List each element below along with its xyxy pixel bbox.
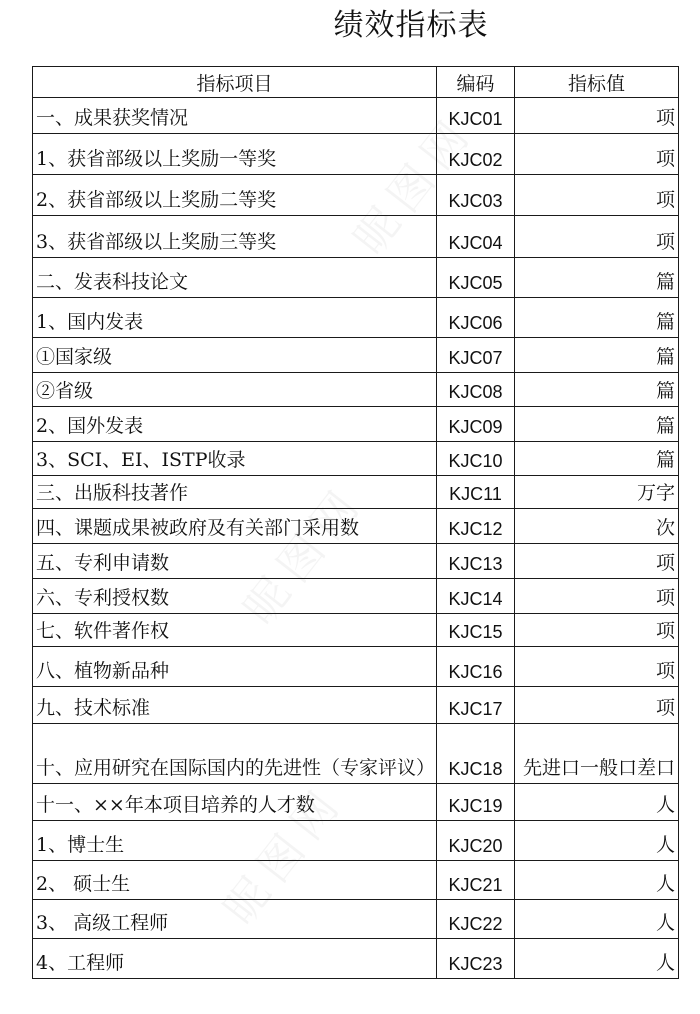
indicator-code-cell: KJC13 (437, 544, 515, 579)
indicator-code-cell: KJC19 (437, 784, 515, 821)
indicator-name-cell: 4、工程师 (33, 939, 437, 979)
indicator-value-cell: 人 (515, 784, 679, 821)
indicator-value-cell: 项 (515, 98, 679, 134)
indicator-value-cell: 项 (515, 134, 679, 175)
table-row (33, 134, 679, 175)
indicator-name-cell: 3、 高级工程师 (33, 900, 437, 939)
table-row (33, 442, 679, 476)
table-row (33, 784, 679, 821)
indicator-code-cell: KJC12 (437, 509, 515, 544)
indicator-name-cell: ①国家级 (33, 338, 437, 373)
table-row (33, 175, 679, 216)
indicator-code-cell: KJC07 (437, 338, 515, 373)
indicator-code-cell: KJC11 (437, 476, 515, 509)
indicator-value-cell: 篇 (515, 338, 679, 373)
table-row (33, 373, 679, 407)
indicator-name-cell: 六、专利授权数 (33, 579, 437, 614)
indicator-code-cell: KJC08 (437, 373, 515, 407)
table-row (33, 900, 679, 939)
indicator-name-cell: 一、成果获奖情况 (33, 98, 437, 134)
indicator-code-cell: KJC18 (437, 724, 515, 784)
indicator-code-cell: KJC21 (437, 861, 515, 900)
indicator-value-cell: 人 (515, 900, 679, 939)
indicator-code-cell: KJC20 (437, 821, 515, 861)
indicator-value-cell: 篇 (515, 298, 679, 338)
kpi-table (32, 66, 679, 979)
indicator-name-cell: 3、获省部级以上奖励三等奖 (33, 216, 437, 258)
indicator-value-cell: 项 (515, 216, 679, 258)
table-row (33, 298, 679, 338)
indicator-value-cell: 万字 (515, 476, 679, 509)
indicator-code-cell: KJC06 (437, 298, 515, 338)
indicator-value-cell: 篇 (515, 442, 679, 476)
indicator-value-cell: 篇 (515, 407, 679, 442)
table-row (33, 338, 679, 373)
indicator-value-cell: 项 (515, 647, 679, 687)
indicator-name-cell: 五、专利申请数 (33, 544, 437, 579)
table-row (33, 614, 679, 647)
indicator-value-cell: 项 (515, 544, 679, 579)
indicator-code-cell: KJC05 (437, 258, 515, 298)
table-row (33, 258, 679, 298)
indicator-code-cell: KJC01 (437, 98, 515, 134)
table-row (33, 579, 679, 614)
indicator-name-cell: 2、国外发表 (33, 407, 437, 442)
indicator-value-cell: 篇 (515, 373, 679, 407)
indicator-value-cell: 次 (515, 509, 679, 544)
indicator-name-cell: ②省级 (33, 373, 437, 407)
indicator-value-cell: 人 (515, 939, 679, 979)
table-body (33, 98, 679, 979)
table-row (33, 821, 679, 861)
indicator-value-cell: 先进口一般口差口 (515, 724, 679, 784)
indicator-name-cell: 2、 硕士生 (33, 861, 437, 900)
indicator-code-cell: KJC14 (437, 579, 515, 614)
indicator-code-cell: KJC10 (437, 442, 515, 476)
table-header-row (33, 67, 679, 98)
table-row (33, 476, 679, 509)
indicator-name-cell: 二、发表科技论文 (33, 258, 437, 298)
indicator-name-cell: 八、植物新品种 (33, 647, 437, 687)
indicator-name-cell: 十一、××年本项目培养的人才数 (33, 784, 437, 821)
indicator-value-cell: 人 (515, 861, 679, 900)
indicator-code-cell: KJC09 (437, 407, 515, 442)
indicator-code-cell: KJC23 (437, 939, 515, 979)
indicator-code-cell: KJC15 (437, 614, 515, 647)
indicator-name-cell: 十、应用研究在国际国内的先进性（专家评议） (33, 724, 437, 784)
indicator-value-cell: 项 (515, 614, 679, 647)
column-header-name: 指标项目 (33, 67, 437, 98)
indicator-value-cell: 项 (515, 579, 679, 614)
indicator-name-cell: 九、技术标准 (33, 687, 437, 724)
table-row (33, 407, 679, 442)
table-row (33, 724, 679, 784)
indicator-name-cell: 1、博士生 (33, 821, 437, 861)
indicator-code-cell: KJC17 (437, 687, 515, 724)
table-row (33, 861, 679, 900)
indicator-name-cell: 3、SCI、EI、ISTP收录 (33, 442, 437, 476)
indicator-code-cell: KJC03 (437, 175, 515, 216)
indicator-name-cell: 2、获省部级以上奖励二等奖 (33, 175, 437, 216)
indicator-name-cell: 三、出版科技著作 (33, 476, 437, 509)
table-row (33, 647, 679, 687)
indicator-value-cell: 项 (515, 687, 679, 724)
indicator-name-cell: 1、国内发表 (33, 298, 437, 338)
column-header-value: 指标值 (515, 67, 679, 98)
column-header-code: 编码 (437, 67, 515, 98)
indicator-code-cell: KJC02 (437, 134, 515, 175)
indicator-code-cell: KJC16 (437, 647, 515, 687)
table-row (33, 98, 679, 134)
indicator-value-cell: 项 (515, 175, 679, 216)
indicator-code-cell: KJC22 (437, 900, 515, 939)
table-row (33, 544, 679, 579)
indicator-code-cell: KJC04 (437, 216, 515, 258)
indicator-name-cell: 四、课题成果被政府及有关部门采用数 (33, 509, 437, 544)
indicator-name-cell: 1、获省部级以上奖励一等奖 (33, 134, 437, 175)
indicator-value-cell: 篇 (515, 258, 679, 298)
page-title: 绩效指标表 (333, 8, 489, 43)
table-row (33, 216, 679, 258)
table-row (33, 509, 679, 544)
indicator-name-cell: 七、软件著作权 (33, 614, 437, 647)
table-row (33, 687, 679, 724)
table-row (33, 939, 679, 979)
indicator-value-cell: 人 (515, 821, 679, 861)
